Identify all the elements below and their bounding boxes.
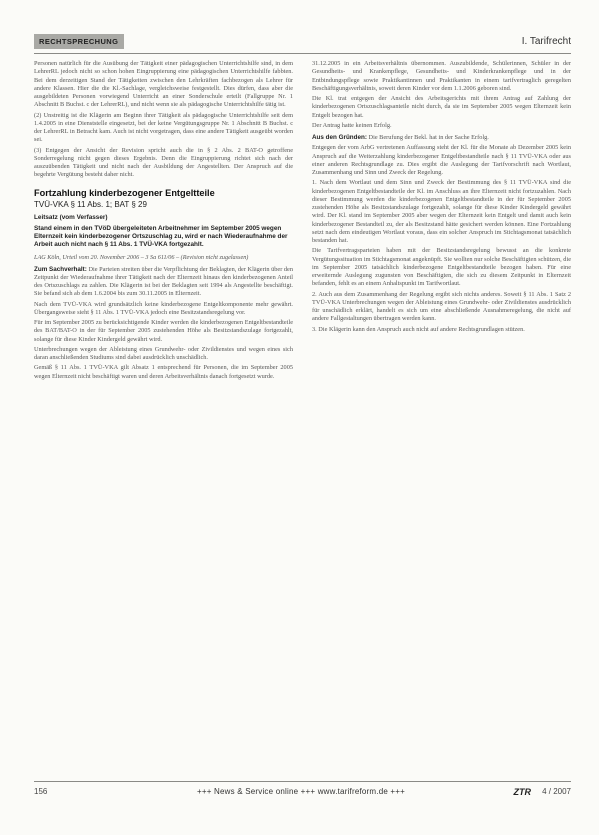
leitsatz-text: Stand einem in den TVöD übergeleiteten Arbeitnehmer im September 2005 wegen Elternzeit kein kinderbezogener Ortszuschlag zu, wird er nach Wiederaufnahme der Arbeit auch nicht nach § 11 Abs. 1 TVÜ-VKA fortgezahlt. <box>34 224 288 249</box>
section-tag: RECHTSPRECHUNG <box>34 34 124 49</box>
body-paragraph: Entgegen der vom ArbG vertretenen Auffassung steht der Kl. für die Monate ab Dezember 2005 kein Anspruch auf die Weiterzahlung kinderbezogener Entgeltbestandteile nach § 11 TVÜ-VKA oder aus einer anderen Rechtsgrundlage zu. Dies ergibt die Auslegung der Tarifvorschrift nach Wortlaut, Zusammenhang und Sinn und Zweck der Regelung. <box>312 144 571 176</box>
page-number: 156 <box>34 787 48 796</box>
body-paragraph: 31.12.2005 in ein Arbeitsverhältnis übernommen. Auszubildende, Schülerinnen, Schüler in der Gesundheits- und Krankenpflege, Gesundheits- und Kinderkrankenpflege und in der Entbindungspflege sowie Praktikantinnen und Praktikanten in einem tarifvertraglich geregelten Beschäftigungsverhältnis, soweit deren Kinder vor dem 1.1.2006 geboren sind. <box>312 60 571 92</box>
article-subheading: TVÜ-VKA § 11 Abs. 1; BAT § 29 <box>34 199 147 209</box>
footer-rule <box>34 781 571 782</box>
body-paragraph <box>312 134 571 142</box>
body-paragraph: (3) Entgegen der Ansicht der Revision spricht auch die in § 2 Abs. 2 BAT-O getroffene Sonderregelung nicht gegen dieses Ergebnis. Denn die Eingruppierung richtet sich nach der auszuübenden Tätigkeit und nicht nach der Ausbildung der Angestellten. Der Anspruch auf die begehrte Vergütung besteht daher nicht. <box>34 146 293 179</box>
body-paragraph: Für im September 2005 zu berücksichtigende Kinder werden die kinderbezogenen Entgeltbestandteile des BAT/BAT-O in der für September 2005 zustehenden Höhe als Besitzstandszulage fortgezahlt, solange für diese Kinder Kindergeld gewährt wird. <box>34 319 293 343</box>
body-paragraph: Die Tarifvertragsparteien haben mit der Besitzstandsregelung bewusst an die konkrete Vergütungssituation im Stichtagsmonat angeknüpft. Sie wollten nur solche Beschäftigten schützen, die im September 2005 tatsächlich kinderbezogene Entgeltbestandteile bezogen haben. Für eine erweiternde Auslegung zugunsten von Beschäftigten, die sich zu diesem Zeitpunkt in Elternzeit befanden, fehlt es an einem Anhaltspunkt im Tarifwortlaut. <box>312 247 571 288</box>
journal-logo: ZTR <box>513 787 531 797</box>
gruende-intro: Die Berufung der Bekl. hat in der Sache Erfolg. <box>368 134 489 141</box>
body-paragraph: 3. Die Klägerin kann den Anspruch auch nicht auf andere Rechtsgrundlagen stützen. <box>312 325 525 333</box>
page-header <box>34 34 571 50</box>
body-paragraph: Unterbrechungen wegen der Ableistung eines Grundwehr- oder Zivildienstes und wegen eines sich daran anschließenden Studiums sind dabei ausdrücklich unschädlich. <box>34 345 293 362</box>
body-paragraph: Personen natürlich für die Ausübung der Tätigkeit einer pädagogischen Unterrichtshilfe sind, in dem LehrerRL jedoch nicht so schon hohen Eingruppierung eine pädagogischen Unterrichtshilfe fabbten. Bei dem derzeitigen Stand der Tätigkeiten zwischen den Lehrkräften fachbezogen als Lehrer für andere Klassen. Hier die die Kl.-Sachlage, vergleichsweise festgestellt. Dies dürfen, dass aber die ausgebildeten Personen vorwiegend Unterricht an einer Sonderschule erteilt (Fallgruppe Nr. 1 Abschnitt B Buchst. c der LehrerRL), und nicht wenn sie als pädagogische Unterrichtshilfe tätig ist. <box>34 60 293 109</box>
sachverhalt-text: Die Parteien streiten über die Verpflichtung der Beklagten, der Klägerin über den Zeitpunkt der Wiederaufnahme ihrer Tätigkeit nach der Elternzeit hinaus den kinderbezogenen Anteil des Ortszuschlags zu zahlen. Die Klägerin ist bei der Beklagten seit 1994 als Angestellte beschäftigt. Sie befand sich ab dem 1.6.2004 bis zum 30.11.2005 in Elternzeit. <box>34 265 294 298</box>
leitsatz-label: Leitsatz (vom Verfasser) <box>34 213 108 221</box>
right-column <box>312 60 571 336</box>
header-rule <box>34 53 571 54</box>
body-paragraph: 2. Auch aus dem Zusammenhang der Regelung ergibt sich nichts anderes. Soweit § 11 Abs. 1 Satz 2 TVÜ-VKA Unterbrechungen wegen der Ableistung eines Grundwehr- oder Zivildienstes ausdrücklich für unschädlich erklärt, handelt es sich um eine abschließende Ausnahmeregelung, die nicht auf andere Fallgestaltungen übertragen werden kann. <box>312 290 571 323</box>
body-paragraph: Der Antrag hatte keinen Erfolg. <box>312 121 392 129</box>
article-heading: Fortzahlung kinderbezogener Entgeltteile <box>34 187 215 198</box>
body-paragraph: Nach dem TVÜ-VKA wird grundsätzlich keine kinderbezogene Entgeltkomponente mehr gewährt. Übergangsweise sieht § 11 Abs. 1 TVÜ-VKA jedoch eine Besitzstandsregelung vor. <box>34 300 293 316</box>
left-column <box>34 60 293 383</box>
issue-number: 4 / 2007 <box>542 787 571 796</box>
body-paragraph: Die Kl. trat entgegen der Ansicht des Arbeitsgerichts mit ihrem Antrag auf Zahlung der kinderbezogenen Ortszuschlagsanteile nicht durch, da sie im September 2005 wegen Elternzeit kein Entgelt bezogen hat. <box>312 95 571 119</box>
body-paragraph <box>34 266 293 299</box>
body-paragraph: 1. Nach dem Wortlaut und dem Sinn und Zweck der Bestimmung des § 11 TVÜ-VKA sind die kinderbezogenen Entgeltbestandteile der Kl. im Anschluss an ihre Elternzeit nicht fortzuzahlen. Nach dieser Bestimmung werden die kinderbezogenen Entgeltbestandteile in der für September 2005 zustehenden Höhe als Besitzstandszulage fortgezahlt, solange für diese Kinder Kindergeld gewährt wird. Der Kl. stand im September 2005 aber wegen der Elternzeit kein Entgelt und damit auch kein kinderbezogener Bestandteil zu, der als Besitzstand hätte gesichert werden können. Eine Fortzahlung setzt nach dem eindeutigen Wortlaut voraus, dass ein solcher Anspruch im Stichtagsmonat tatsächlich bestanden hat. <box>312 179 571 244</box>
court-citation: LAG Köln, Urteil vom 20. November 2006 – 3 Sa 611/06 – (Revision nicht zugelassen) <box>34 253 249 261</box>
sachverhalt-label: Zum Sachverhalt: <box>34 265 87 273</box>
page-footer <box>34 785 571 801</box>
body-paragraph: (2) Unstreitig ist die Klägerin am Beginn ihrer Tätigkeit als pädagogische Unterrichtshilfe seit dem 1.4.2005 in eine Dienststelle eingesetzt, bei der keine Vergütungsgruppe Nr. 1 Abschnitt B Buchst. c der LehrerRL in Betracht kam. Auch ist nicht vorgetragen, dass eine andere Tätigkeit ausgeübt worden sei. <box>34 111 293 144</box>
header-title: I. Tarifrecht <box>521 36 571 47</box>
footer-tagline: +++ News & Service online +++ www.tarifreform.de +++ <box>196 787 406 796</box>
gruende-label: Aus den Gründen: <box>312 134 367 141</box>
body-paragraph: Gemäß § 11 Abs. 1 TVÜ-VKA gilt Absatz 1 entsprechend für Personen, die im September 2005 wegen Elternzeit nicht beschäftigt waren und deren Arbeitsverhältnis danach fortgesetzt wurde. <box>34 364 293 380</box>
